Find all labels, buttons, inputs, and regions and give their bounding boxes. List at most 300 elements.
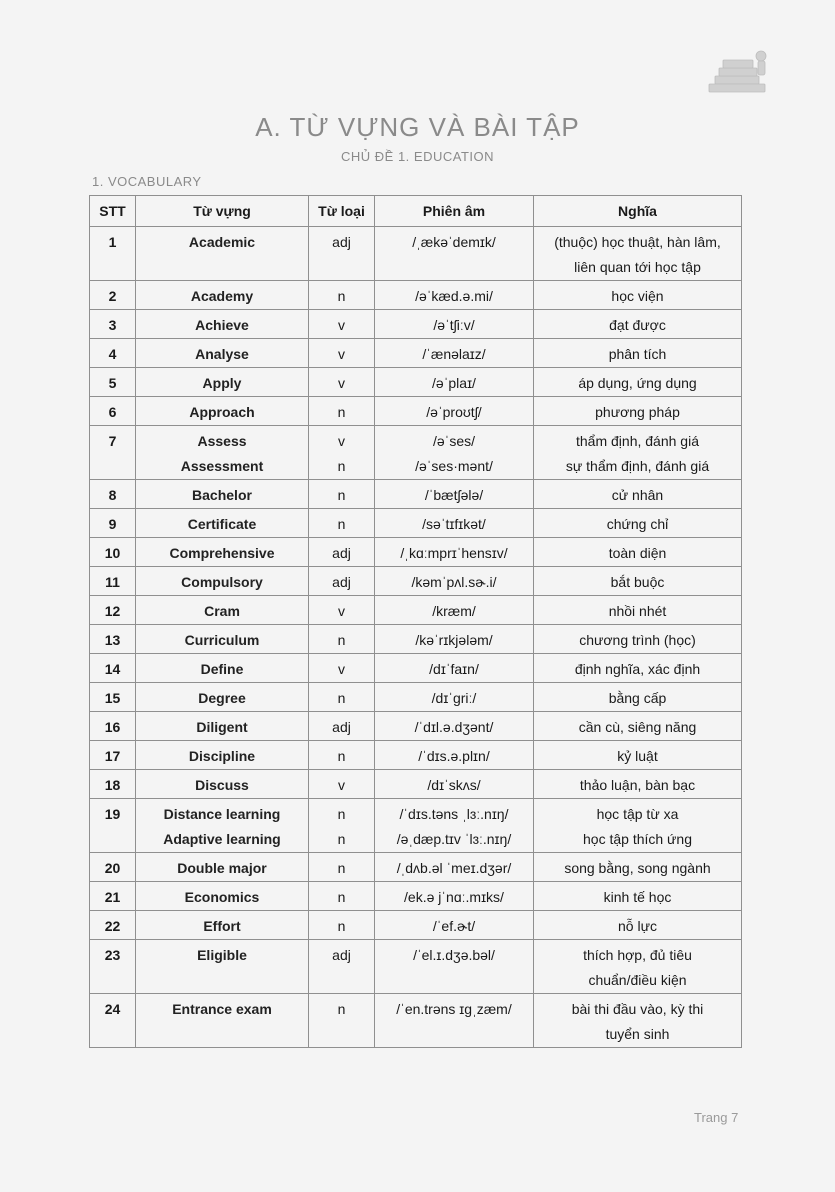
cell-pronunciation-text: /əˈkæd.ə.mi/ <box>415 288 493 304</box>
page-number: Trang 7 <box>694 1110 739 1125</box>
table-row <box>90 853 742 882</box>
cell-meaning-text: kỷ luật <box>617 748 658 764</box>
table-row <box>90 994 742 1048</box>
cell-meaning <box>534 625 742 654</box>
cell-meaning-text: chứng chỉ <box>606 516 669 532</box>
table-row <box>90 911 742 940</box>
cell-pronunciation <box>375 368 534 397</box>
cell-part-of-speech-text: n <box>337 632 346 648</box>
cell-part-of-speech <box>309 712 375 741</box>
cell-meaning <box>534 654 742 683</box>
cell-word <box>136 480 309 509</box>
cell-meaning <box>534 509 742 538</box>
cell-word-text: Economics <box>184 889 260 905</box>
cell-word <box>136 339 309 368</box>
cell-pronunciation-text: /ek.ə jˈnɑː.mɪks/ <box>404 889 504 905</box>
cell-pronunciation <box>375 712 534 741</box>
cell-part-of-speech <box>309 227 375 281</box>
cell-word-text: Adaptive learning <box>163 831 281 847</box>
cell-pronunciation-text: /əˈses/ <box>432 433 475 449</box>
cell-stt-text: 16 <box>104 719 121 735</box>
cell-part-of-speech <box>309 911 375 940</box>
cell-meaning <box>534 882 742 911</box>
cell-meaning <box>534 480 742 509</box>
cell-stt <box>90 853 136 882</box>
cell-stt-text: 19 <box>104 806 121 822</box>
cell-stt <box>90 368 136 397</box>
cell-stt <box>90 509 136 538</box>
cell-stt <box>90 654 136 683</box>
cell-stt-text: 11 <box>105 574 120 590</box>
table-row <box>90 625 742 654</box>
cell-meaning-text: bắt buộc <box>610 574 665 590</box>
cell-word-text: Degree <box>198 690 246 706</box>
cell-word <box>136 853 309 882</box>
cell-pronunciation <box>375 853 534 882</box>
cell-spacer <box>90 968 135 993</box>
table-row <box>90 741 742 770</box>
cell-meaning-text: song bằng, song ngành <box>564 860 711 876</box>
cell-meaning <box>534 712 742 741</box>
cell-spacer <box>375 968 533 993</box>
cell-stt-text: 5 <box>108 375 117 391</box>
cell-meaning <box>534 397 742 426</box>
cell-stt-text: 18 <box>104 777 121 793</box>
cell-stt <box>90 683 136 712</box>
cell-meaning-text: chuẩn/điều kiện <box>588 972 687 988</box>
cell-meaning-text: phương pháp <box>595 404 680 420</box>
cell-part-of-speech <box>309 683 375 712</box>
cell-word <box>136 368 309 397</box>
cell-meaning-text: đạt được <box>609 317 666 333</box>
cell-word <box>136 940 309 994</box>
cell-part-of-speech-text: n <box>337 487 346 503</box>
page-title: A. TỪ VỰNG VÀ BÀI TẬP <box>255 112 580 142</box>
cell-stt <box>90 281 136 310</box>
cell-word-text: Apply <box>202 375 242 391</box>
cell-stt <box>90 567 136 596</box>
books-logo-icon <box>703 42 773 98</box>
cell-part-of-speech <box>309 281 375 310</box>
cell-meaning <box>534 799 742 853</box>
cell-pronunciation-text: /ˌækəˈdemɪk/ <box>412 234 496 250</box>
cell-meaning <box>534 853 742 882</box>
cell-meaning <box>534 310 742 339</box>
cell-stt <box>90 480 136 509</box>
cell-pronunciation <box>375 994 534 1048</box>
topic-subtitle: CHỦ ĐỀ 1. EDUCATION <box>341 149 494 164</box>
cell-part-of-speech <box>309 799 375 853</box>
cell-part-of-speech <box>309 625 375 654</box>
cell-part-of-speech-text: adj <box>332 719 351 735</box>
cell-pronunciation-text: /ˈdɪs.təns ˌlɜː.nɪŋ/ <box>399 806 509 822</box>
cell-stt <box>90 741 136 770</box>
cell-spacer <box>136 255 308 280</box>
cell-word <box>136 538 309 567</box>
table-row <box>90 940 742 994</box>
cell-part-of-speech-text: n <box>337 1001 346 1017</box>
cell-part-of-speech-text: n <box>337 918 346 934</box>
cell-stt-text: 8 <box>108 487 117 503</box>
cell-part-of-speech-text: n <box>337 860 346 876</box>
cell-part-of-speech-text: n <box>337 690 346 706</box>
cell-pronunciation-text: /ˈef.ɚt/ <box>432 918 476 934</box>
table-header-row <box>90 196 742 227</box>
cell-word <box>136 911 309 940</box>
cell-pronunciation <box>375 480 534 509</box>
cell-word <box>136 310 309 339</box>
cell-word-text: Entrance exam <box>172 1001 272 1017</box>
table-row <box>90 538 742 567</box>
cell-part-of-speech <box>309 853 375 882</box>
cell-pronunciation <box>375 770 534 799</box>
cell-stt-text: 24 <box>104 1001 121 1017</box>
cell-part-of-speech <box>309 426 375 480</box>
cell-word-text: Double major <box>177 860 267 876</box>
header-part-of-speech: Từ loại <box>309 196 375 227</box>
table-row <box>90 712 742 741</box>
table-row <box>90 654 742 683</box>
cell-meaning <box>534 940 742 994</box>
cell-spacer <box>309 255 374 280</box>
cell-pronunciation-text: /ˈen.trəns ɪɡˌzæm/ <box>396 1001 512 1017</box>
cell-stt-text: 23 <box>104 947 121 963</box>
cell-word-text: Define <box>200 661 244 677</box>
cell-word <box>136 994 309 1048</box>
cell-part-of-speech-text: adj <box>332 545 351 561</box>
cell-word <box>136 625 309 654</box>
cell-part-of-speech-text: v <box>338 375 345 391</box>
cell-spacer <box>90 1022 135 1047</box>
cell-part-of-speech <box>309 310 375 339</box>
cell-pronunciation-text: /dɪˈskʌs/ <box>427 777 481 793</box>
cell-part-of-speech <box>309 654 375 683</box>
cell-pronunciation-text: /əˈplaɪ/ <box>432 375 476 391</box>
cell-pronunciation <box>375 911 534 940</box>
cell-stt-text: 9 <box>108 516 117 532</box>
cell-pronunciation <box>375 509 534 538</box>
cell-stt-text: 10 <box>104 545 121 561</box>
table-body <box>90 227 742 1048</box>
cell-meaning-text: nỗ lực <box>618 918 657 934</box>
cell-pronunciation-text: /ˈdɪl.ə.dʒənt/ <box>414 719 494 735</box>
cell-meaning-text: bằng cấp <box>608 690 667 706</box>
cell-stt <box>90 770 136 799</box>
cell-word-text: Curriculum <box>184 632 260 648</box>
header-stt: STT <box>90 196 136 227</box>
cell-stt-text: 12 <box>104 603 121 619</box>
cell-word-text: Cram <box>204 603 240 619</box>
cell-word-text: Discipline <box>188 748 256 764</box>
cell-meaning <box>534 339 742 368</box>
cell-pronunciation-text: /əˈses·mənt/ <box>415 458 493 474</box>
cell-stt-text: 7 <box>108 433 117 449</box>
cell-meaning-text: thảo luận, bàn bạc <box>579 777 696 793</box>
cell-meaning <box>534 596 742 625</box>
cell-word-text: Compulsory <box>181 574 263 590</box>
cell-meaning-text: nhồi nhét <box>608 603 667 619</box>
cell-stt-text: 2 <box>108 288 117 304</box>
cell-meaning-text: tuyển sinh <box>605 1026 670 1042</box>
cell-word <box>136 799 309 853</box>
cell-part-of-speech-text: v <box>338 317 345 333</box>
cell-stt <box>90 994 136 1048</box>
cell-part-of-speech-text: v <box>338 661 345 677</box>
cell-part-of-speech <box>309 567 375 596</box>
header-meaning: Nghĩa <box>534 196 742 227</box>
table-row <box>90 567 742 596</box>
cell-word-text: Analyse <box>195 346 249 362</box>
cell-pronunciation-text: /ˌkɑːmprɪˈhensɪv/ <box>400 545 508 561</box>
cell-word-text: Diligent <box>196 719 248 735</box>
cell-word-text: Academy <box>190 288 254 304</box>
cell-word <box>136 741 309 770</box>
cell-part-of-speech <box>309 882 375 911</box>
header-pronunciation: Phiên âm <box>375 196 534 227</box>
cell-stt <box>90 911 136 940</box>
cell-word <box>136 882 309 911</box>
cell-pronunciation-text: /əˌdæp.tɪv ˈlɜː.nɪŋ/ <box>396 831 512 847</box>
cell-meaning-text: chương trình (học) <box>579 632 696 648</box>
cell-word-text: Eligible <box>197 947 247 963</box>
section-heading: 1. VOCABULARY <box>92 174 202 189</box>
cell-stt-text: 22 <box>104 918 121 934</box>
table-row <box>90 339 742 368</box>
table-row <box>90 770 742 799</box>
cell-stt-text: 4 <box>108 346 117 362</box>
cell-meaning-text: học viện <box>611 288 664 304</box>
cell-pronunciation <box>375 683 534 712</box>
cell-part-of-speech-text: n <box>337 516 346 532</box>
cell-word-text: Achieve <box>195 317 249 333</box>
cell-stt-text: 20 <box>104 860 121 876</box>
cell-pronunciation <box>375 339 534 368</box>
cell-stt <box>90 882 136 911</box>
cell-stt <box>90 227 136 281</box>
cell-pronunciation <box>375 799 534 853</box>
cell-stt <box>90 339 136 368</box>
cell-stt-text: 3 <box>108 317 117 333</box>
cell-part-of-speech-text: n <box>337 748 346 764</box>
cell-spacer <box>309 1022 374 1047</box>
cell-pronunciation-text: /əˈproʊtʃ/ <box>426 404 482 420</box>
cell-stt-text: 13 <box>104 632 121 648</box>
cell-stt <box>90 625 136 654</box>
cell-meaning-text: (thuộc) học thuật, hàn lâm, <box>554 234 721 250</box>
cell-meaning-text: học tập từ xa <box>596 806 679 822</box>
cell-meaning-text: cần cù, siêng năng <box>578 719 697 735</box>
cell-part-of-speech-text: n <box>337 831 346 847</box>
cell-part-of-speech <box>309 596 375 625</box>
header-word: Từ vựng <box>136 196 309 227</box>
cell-word <box>136 567 309 596</box>
cell-meaning <box>534 538 742 567</box>
cell-stt-text: 6 <box>108 404 117 420</box>
cell-part-of-speech <box>309 770 375 799</box>
cell-meaning-text: áp dụng, ứng dụng <box>578 375 697 391</box>
cell-meaning-text: thẩm định, đánh giá <box>576 433 699 449</box>
table-row <box>90 683 742 712</box>
cell-word-text: Bachelor <box>192 487 252 503</box>
cell-meaning <box>534 368 742 397</box>
cell-pronunciation-text: /ˈbætʃələ/ <box>424 487 484 503</box>
table-row <box>90 799 742 853</box>
cell-stt <box>90 596 136 625</box>
table-row <box>90 227 742 281</box>
cell-pronunciation <box>375 596 534 625</box>
cell-meaning <box>534 994 742 1048</box>
cell-word-text: Assess <box>197 433 247 449</box>
cell-part-of-speech-text: v <box>338 777 345 793</box>
cell-part-of-speech <box>309 339 375 368</box>
cell-word <box>136 281 309 310</box>
cell-meaning-text: liên quan tới học tập <box>574 259 701 275</box>
cell-stt <box>90 799 136 853</box>
cell-part-of-speech-text: adj <box>332 234 351 250</box>
cell-stt <box>90 426 136 480</box>
cell-word <box>136 712 309 741</box>
cell-word-text: Comprehensive <box>169 545 275 561</box>
cell-stt <box>90 538 136 567</box>
cell-spacer <box>90 827 135 852</box>
cell-pronunciation <box>375 625 534 654</box>
cell-pronunciation <box>375 654 534 683</box>
cell-pronunciation <box>375 281 534 310</box>
cell-word <box>136 596 309 625</box>
cell-stt <box>90 712 136 741</box>
cell-stt <box>90 397 136 426</box>
table-row <box>90 509 742 538</box>
table-row <box>90 596 742 625</box>
cell-word <box>136 683 309 712</box>
cell-spacer <box>375 1022 533 1047</box>
cell-meaning <box>534 683 742 712</box>
cell-stt-text: 1 <box>108 234 117 250</box>
cell-spacer <box>309 968 374 993</box>
cell-word <box>136 654 309 683</box>
cell-word <box>136 227 309 281</box>
cell-meaning-text: cử nhân <box>611 487 664 503</box>
cell-part-of-speech-text: n <box>337 404 346 420</box>
cell-spacer <box>375 255 533 280</box>
cell-word <box>136 770 309 799</box>
vocabulary-table <box>89 195 742 1048</box>
cell-word-text: Assessment <box>180 458 264 474</box>
cell-part-of-speech-text: v <box>338 346 345 362</box>
cell-pronunciation <box>375 567 534 596</box>
cell-spacer <box>90 255 135 280</box>
cell-part-of-speech-text: v <box>338 433 345 449</box>
cell-meaning-text: kinh tế học <box>603 889 672 905</box>
cell-pronunciation <box>375 426 534 480</box>
cell-part-of-speech-text: adj <box>332 574 351 590</box>
cell-meaning <box>534 281 742 310</box>
cell-part-of-speech-text: adj <box>332 947 351 963</box>
cell-meaning-text: định nghĩa, xác định <box>574 661 701 677</box>
cell-part-of-speech-text: v <box>338 603 345 619</box>
cell-pronunciation <box>375 538 534 567</box>
cell-stt <box>90 310 136 339</box>
cell-part-of-speech <box>309 538 375 567</box>
cell-pronunciation <box>375 397 534 426</box>
cell-part-of-speech <box>309 368 375 397</box>
cell-meaning <box>534 426 742 480</box>
cell-part-of-speech-text: n <box>337 458 346 474</box>
table-row <box>90 310 742 339</box>
cell-pronunciation-text: /dɪˈgriː/ <box>431 690 477 706</box>
table-row <box>90 426 742 480</box>
cell-word <box>136 426 309 480</box>
cell-stt <box>90 940 136 994</box>
cell-meaning-text: bài thi đầu vào, kỳ thi <box>571 1001 704 1017</box>
cell-word-text: Academic <box>188 234 256 250</box>
cell-pronunciation-text: /kəmˈpʌl.sɚ.i/ <box>411 574 497 590</box>
cell-pronunciation <box>375 310 534 339</box>
cell-pronunciation-text: /əˈtʃiːv/ <box>433 317 475 333</box>
cell-pronunciation-text: /ˈel.ɪ.dʒə.bəl/ <box>413 947 495 963</box>
cell-word <box>136 509 309 538</box>
cell-stt-text: 21 <box>104 889 121 905</box>
cell-part-of-speech-text: n <box>337 889 346 905</box>
cell-spacer <box>136 1022 308 1047</box>
cell-meaning-text: sự thẩm định, đánh giá <box>565 458 710 474</box>
cell-part-of-speech <box>309 741 375 770</box>
cell-part-of-speech <box>309 994 375 1048</box>
cell-pronunciation-text: /səˈtɪfɪkət/ <box>422 516 486 532</box>
cell-meaning <box>534 741 742 770</box>
cell-pronunciation <box>375 882 534 911</box>
cell-word-text: Certificate <box>187 516 257 532</box>
cell-spacer <box>90 454 135 479</box>
cell-part-of-speech <box>309 480 375 509</box>
cell-word-text: Discuss <box>195 777 249 793</box>
cell-pronunciation <box>375 227 534 281</box>
cell-meaning <box>534 227 742 281</box>
cell-pronunciation-text: /ˌdʌb.əl ˈmeɪ.dʒər/ <box>396 860 512 876</box>
cell-stt-text: 17 <box>104 748 121 764</box>
table-row <box>90 480 742 509</box>
table-row <box>90 882 742 911</box>
cell-spacer <box>136 968 308 993</box>
cell-meaning <box>534 911 742 940</box>
cell-word-text: Approach <box>189 404 255 420</box>
cell-pronunciation <box>375 741 534 770</box>
table-row <box>90 397 742 426</box>
cell-pronunciation-text: /ˈdɪs.ə.plɪn/ <box>418 748 490 764</box>
cell-stt-text: 15 <box>104 690 121 706</box>
cell-part-of-speech-text: n <box>337 806 346 822</box>
cell-part-of-speech <box>309 940 375 994</box>
cell-part-of-speech <box>309 397 375 426</box>
cell-part-of-speech <box>309 509 375 538</box>
cell-meaning <box>534 770 742 799</box>
cell-pronunciation-text: /dɪˈfaɪn/ <box>429 661 479 677</box>
cell-word-text: Distance learning <box>163 806 281 822</box>
table-row <box>90 281 742 310</box>
cell-word <box>136 397 309 426</box>
cell-pronunciation-text: /kræm/ <box>432 603 476 619</box>
cell-meaning-text: học tập thích ứng <box>583 831 692 847</box>
cell-meaning-text: phân tích <box>608 346 667 362</box>
cell-word-text: Effort <box>203 918 241 934</box>
cell-pronunciation <box>375 940 534 994</box>
cell-pronunciation-text: /kəˈrɪkjələm/ <box>415 632 493 648</box>
cell-meaning <box>534 567 742 596</box>
table-row <box>90 368 742 397</box>
cell-meaning-text: toàn diện <box>608 545 667 561</box>
cell-stt-text: 14 <box>104 661 121 677</box>
cell-part-of-speech-text: n <box>337 288 346 304</box>
